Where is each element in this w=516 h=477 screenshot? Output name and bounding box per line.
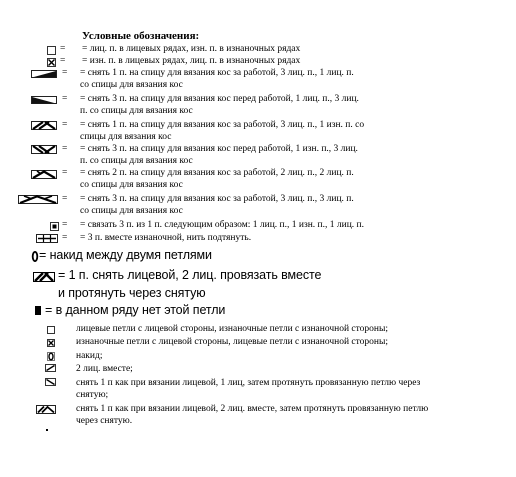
legend-item-text: со спицы для вязания кос	[80, 206, 183, 216]
legend-item-text: спицы для вязания кос	[80, 132, 172, 142]
cable-3-1-purl-front-icon	[31, 145, 57, 154]
empty-square-icon	[47, 326, 55, 334]
legend-item-text: = снять 1 п. на спицу для вязания кос за работой, 3 лиц. п., 1 лиц. п.	[80, 68, 354, 78]
legend-bottom-text: лицевые петли с лицевой стороны, изнаночные петли с изнаночной стороны;	[76, 324, 389, 334]
legend-item-text: = снять 3 п. на спицу для вязания кос перед работой, 1 лиц. п., 3 лиц.	[80, 94, 359, 104]
legend-item-text: = 3 п. вместе изнаночной, нить подтянуть.	[80, 233, 252, 243]
legend-item-text: = снять 3 п. на спицу для вязания кос за работой, 3 лиц. п., 3 лиц. п.	[80, 194, 354, 204]
skpo-icon	[45, 378, 56, 386]
equals-sign: =	[60, 44, 66, 54]
cable-3-1-front-icon	[31, 96, 57, 104]
k2tog-icon	[45, 364, 56, 372]
equals-sign: =	[62, 144, 68, 154]
legend-bottom-text: изнаночные петли с лицевой стороны, лицевые петли с изнаночной стороны;	[76, 337, 389, 347]
dot-square-icon	[50, 222, 59, 231]
legend-item-text: п. со спицы для вязания кос	[80, 106, 193, 116]
dot-marker	[46, 429, 48, 431]
legend-bottom-text: снятую;	[76, 390, 109, 400]
yarn-over-oval-icon	[32, 251, 38, 262]
legend-mid-text: = накид между двумя петлями	[39, 248, 212, 262]
cross-square-icon	[47, 339, 55, 347]
legend-bottom-text: через снятую.	[76, 416, 133, 426]
legend-item-text: со спицы для вязания кос	[80, 180, 183, 190]
legend-item-text: со спицы для вязания кос	[80, 80, 183, 90]
legend-item-text: = снять 2 п. на спицу для вязания кос за работой, 2 лиц. п., 2 лиц. п.	[80, 168, 354, 178]
empty-square-icon	[47, 46, 56, 55]
equals-sign: =	[62, 194, 68, 204]
legend-bottom-text: снять 1 п как при вязании лицевой, 2 лиц. вместе, затем протянуть провязанную петлю	[76, 404, 429, 414]
equals-sign: =	[62, 94, 68, 104]
cable-3-1-purl-back-icon	[31, 121, 57, 130]
equals-sign: =	[62, 220, 68, 230]
cable-3-3-back-icon	[18, 195, 58, 204]
legend-item-text: = изн. п. в лицевых рядах, лиц. п. в изнаночных рядах	[82, 56, 301, 66]
legend-mid-text: = в данном ряду нет этой петли	[45, 303, 226, 317]
equals-sign: =	[60, 56, 66, 66]
black-square-icon	[35, 306, 41, 315]
legend-mid-text: и протянуть через снятую	[58, 286, 206, 300]
cable-1-3-back-icon	[31, 70, 57, 78]
equals-sign: =	[62, 233, 68, 243]
three-together-purl-icon	[36, 234, 58, 243]
legend-item-text: = снять 1 п. на спицу для вязания кос за работой, 3 лиц. п., 1 изн. п. со	[80, 120, 365, 130]
yarn-over-oval-icon	[47, 352, 55, 361]
cable-2-2-back-icon	[31, 170, 57, 179]
legend-bottom-text: 2 лиц. вместе;	[76, 364, 133, 374]
legend-title: Условные обозначения:	[82, 30, 200, 42]
legend-item-text: п. со спицы для вязания кос	[80, 156, 193, 166]
slip-k2tog-psso-icon	[33, 272, 55, 282]
legend-bottom-text: накид;	[76, 351, 103, 361]
equals-sign: =	[62, 120, 68, 130]
equals-sign: =	[62, 168, 68, 178]
legend-item-text: = связать 3 п. из 1 п. следующим образом: 1 лиц. п., 1 изн. п., 1 лиц. п.	[80, 220, 364, 230]
legend-item-text: = снять 3 п. на спицу для вязания кос перед работой, 1 изн. п., 3 лиц.	[80, 144, 358, 154]
sk2po-wide-icon	[36, 405, 56, 414]
equals-sign: =	[62, 68, 68, 78]
cross-square-icon	[47, 58, 56, 67]
legend-mid-text: = 1 п. снять лицевой, 2 лиц. провязать вместе	[58, 268, 322, 282]
legend-bottom-text: снять 1 п как при вязании лицевой, 1 лиц, затем протянуть провязанную петлю через	[76, 378, 421, 388]
legend-item-text: = лиц. п. в лицевых рядах, изн. п. в изнаночных рядах	[82, 44, 301, 54]
